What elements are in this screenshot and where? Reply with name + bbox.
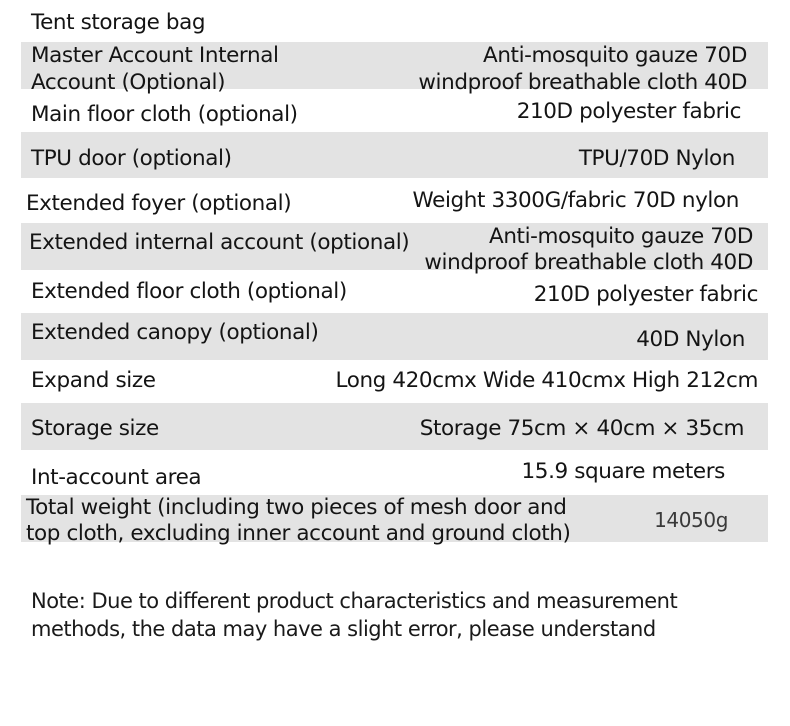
row-label-total-weight-line1: Total weight (including two pieces of mesh door and <box>26 495 567 520</box>
row-value-total-weight: 14050g <box>654 508 728 532</box>
row-value-int-account-area: 15.9 square meters <box>521 459 725 484</box>
row-label-storage-size: Storage size <box>31 416 159 441</box>
row-label-extended-floor-cloth: Extended floor cloth (optional) <box>31 279 347 304</box>
disclaimer-note-line1: Note: Due to different product characteristics and measurement <box>31 589 678 613</box>
row-label-master-account-line2: Account (Optional) <box>31 70 226 95</box>
row-value-tpu-door: TPU/70D Nylon <box>578 146 735 171</box>
row-value-main-floor-cloth: 210D polyester fabric <box>516 99 741 124</box>
row-value-master-account-line1: Anti-mosquito gauze 70D <box>483 43 747 68</box>
row-label-expand-size: Expand size <box>31 368 156 393</box>
disclaimer-note-line2: methods, the data may have a slight error, please understand <box>31 617 656 641</box>
row-label-tpu-door: TPU door (optional) <box>31 146 232 171</box>
row-value-expand-size: Long 420cmx Wide 410cmx High 212cm <box>335 368 758 393</box>
row-label-tent-storage-bag: Tent storage bag <box>31 10 206 35</box>
row-value-extended-internal-account-line1: Anti-mosquito gauze 70D <box>489 224 753 249</box>
row-value-storage-size: Storage 75cm × 40cm × 35cm <box>419 416 744 441</box>
row-value-extended-internal-account-line2: windproof breathable cloth 40D <box>424 250 753 275</box>
row-value-master-account-line2: windproof breathable cloth 40D <box>418 70 747 95</box>
disclaimer-note <box>31 587 677 643</box>
row-label-extended-internal-account: Extended internal account (optional) <box>29 230 410 255</box>
row-label-master-account-line1: Master Account Internal <box>31 43 279 68</box>
row-value-extended-floor-cloth: 210D polyester fabric <box>533 282 758 307</box>
row-label-extended-canopy: Extended canopy (optional) <box>31 320 319 345</box>
row-value-extended-foyer: Weight 3300G/fabric 70D nylon <box>412 188 739 213</box>
row-label-main-floor-cloth: Main floor cloth (optional) <box>31 102 298 127</box>
row-value-extended-canopy: 40D Nylon <box>636 327 745 352</box>
row-label-extended-foyer: Extended foyer (optional) <box>26 191 292 216</box>
row-label-int-account-area: Int-account area <box>31 465 202 490</box>
row-label-total-weight-line2: top cloth, excluding inner account and ground cloth) <box>26 521 571 546</box>
